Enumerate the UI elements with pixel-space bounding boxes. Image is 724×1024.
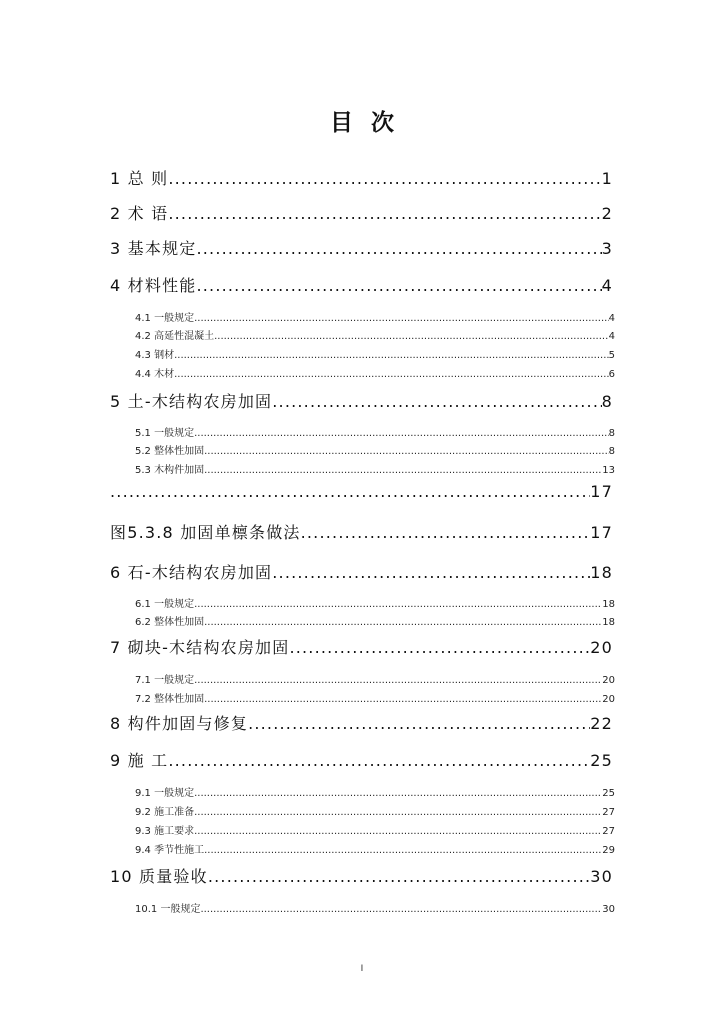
toc-entry-section[interactable] — [135, 784, 615, 798]
toc-entry-page-number: 18 — [590, 563, 613, 582]
toc-entry-page-number: 29 — [602, 845, 615, 855]
toc-entry-page-number: 8 — [601, 392, 613, 411]
toc-entry-page-number: 13 — [602, 465, 615, 475]
toc-dot-leader — [168, 204, 601, 223]
toc-entry-label: 9.3 施工要求 — [135, 826, 195, 836]
toc-entry-section[interactable] — [135, 841, 615, 855]
toc-entry-label: 图5.3.8 加固单檩条做法 — [110, 523, 301, 542]
toc-entry-page-number: 8 — [608, 428, 615, 438]
toc-entry-label: 4.4 木材 — [135, 369, 175, 379]
toc-entry-page-number: 18 — [602, 599, 615, 609]
toc-entry-label: 5.1 一般规定 — [135, 428, 195, 438]
toc-entry-page-number: 27 — [602, 807, 615, 817]
toc-dot-leader — [204, 617, 602, 627]
toc-entry-page-number: 5 — [608, 350, 615, 360]
toc-dot-leader — [168, 751, 590, 770]
toc-entry-section[interactable] — [135, 424, 615, 438]
toc-dot-leader — [301, 523, 591, 542]
toc-entry-section[interactable] — [135, 309, 615, 323]
toc-entry-page-number: 18 — [602, 617, 615, 627]
toc-entry-section[interactable] — [135, 365, 615, 379]
toc-entry-label: 7.1 一般规定 — [135, 675, 195, 685]
page-number-footer: I — [360, 964, 364, 974]
toc-entry-page-number: 4 — [608, 313, 615, 323]
toc-entry-label: 7 砌块-木结构农房加固 — [110, 638, 290, 657]
toc-dot-leader — [248, 714, 590, 733]
toc-dot-leader — [289, 638, 590, 657]
toc-entry-section[interactable] — [135, 900, 615, 914]
toc-entry-label: 9.4 季节性施工 — [135, 845, 205, 855]
toc-entry-section[interactable] — [135, 822, 615, 836]
toc-dot-leader — [194, 788, 602, 798]
page-title: 目次 — [330, 110, 412, 136]
toc-dot-leader — [194, 675, 602, 685]
toc-entry-label: 5 土-木结构农房加固 — [110, 392, 273, 411]
toc-entry-label: 9.1 一般规定 — [135, 788, 195, 798]
toc-entry-label: 4.3 钢材 — [135, 350, 175, 360]
toc-entry-section[interactable] — [135, 461, 615, 475]
toc-dot-leader — [174, 350, 609, 360]
toc-entry-section[interactable] — [135, 595, 615, 609]
toc-entry-page-number: 8 — [608, 446, 615, 456]
toc-entry-label: 8 构件加固与修复 — [110, 714, 249, 733]
toc-entry-label: 6.1 一般规定 — [135, 599, 195, 609]
toc-entry-chapter[interactable] — [110, 273, 613, 297]
toc-entry-chapter[interactable] — [110, 389, 613, 413]
toc-entry-label: 10 质量验收 — [110, 867, 208, 886]
toc-entry-chapter[interactable] — [110, 201, 613, 225]
toc-dot-leader — [204, 694, 602, 704]
toc-entry-page-number: 25 — [602, 788, 615, 798]
toc-entry-chapter[interactable] — [110, 236, 613, 260]
toc-entry-chapter[interactable] — [110, 864, 613, 888]
toc-entry-chapter[interactable] — [110, 482, 613, 506]
toc-entry-label: 4 材料性能 — [110, 276, 197, 295]
toc-dot-leader — [194, 807, 602, 817]
toc-entry-page-number: 20 — [602, 694, 615, 704]
toc-entry-section[interactable] — [135, 327, 615, 341]
toc-entry-label: 10.1 一般规定 — [135, 904, 201, 914]
toc-dot-leader — [194, 599, 602, 609]
toc-entry-section[interactable] — [135, 442, 615, 456]
toc-dot-leader — [110, 482, 590, 501]
toc-entry-page-number: 17 — [590, 523, 613, 542]
toc-entry-chapter[interactable] — [110, 560, 613, 584]
toc-dot-leader — [204, 845, 602, 855]
toc-entry-chapter[interactable] — [110, 166, 613, 190]
toc-entry-chapter[interactable] — [110, 711, 613, 735]
toc-entry-page-number: 22 — [590, 714, 613, 733]
toc-dot-leader — [272, 563, 590, 582]
toc-entry-label: 6.2 整体性加固 — [135, 617, 205, 627]
toc-entry-chapter[interactable] — [110, 748, 613, 772]
toc-entry-page-number: 1 — [601, 169, 613, 188]
toc-entry-label: 4.1 一般规定 — [135, 313, 195, 323]
toc-dot-leader — [204, 465, 602, 475]
toc-entry-page-number: 20 — [602, 675, 615, 685]
toc-dot-leader — [272, 392, 601, 411]
toc-entry-section[interactable] — [135, 671, 615, 685]
toc-entry-label: 9.2 施工准备 — [135, 807, 195, 817]
toc-entry-label: 2 术 语 — [110, 204, 169, 223]
toc-entry-section[interactable] — [135, 803, 615, 817]
toc-entry-label: 1 总 则 — [110, 169, 169, 188]
toc-entry-label: 7.2 整体性加固 — [135, 694, 205, 704]
toc-entry-chapter[interactable] — [110, 635, 613, 659]
toc-entry-page-number: 6 — [608, 369, 615, 379]
toc-entry-page-number: 30 — [590, 867, 613, 886]
toc-dot-leader — [214, 331, 609, 341]
toc-entry-chapter[interactable] — [110, 520, 613, 544]
toc-entry-label: 5.2 整体性加固 — [135, 446, 205, 456]
toc-dot-leader — [168, 169, 601, 188]
toc-dot-leader — [194, 428, 609, 438]
toc-dot-leader — [194, 313, 609, 323]
toc-entry-section[interactable] — [135, 346, 615, 360]
toc-entry-page-number: 4 — [601, 276, 613, 295]
toc-entry-page-number: 4 — [608, 331, 615, 341]
toc-entry-label: 4.2 高延性混凝土 — [135, 331, 215, 341]
toc-entry-page-number: 27 — [602, 826, 615, 836]
toc-dot-leader — [196, 239, 601, 258]
toc-dot-leader — [174, 369, 609, 379]
toc-entry-section[interactable] — [135, 690, 615, 704]
toc-dot-leader — [194, 826, 602, 836]
toc-entry-label: 3 基本规定 — [110, 239, 197, 258]
toc-dot-leader — [208, 867, 590, 886]
toc-dot-leader — [204, 446, 609, 456]
toc-entry-page-number: 2 — [601, 204, 613, 223]
toc-entry-page-number: 25 — [590, 751, 613, 770]
toc-entry-page-number: 3 — [601, 239, 613, 258]
toc-entry-section[interactable] — [135, 613, 615, 627]
toc-entry-page-number: 17 — [590, 482, 613, 501]
toc-entry-label: 9 施 工 — [110, 751, 169, 770]
toc-entry-page-number: 20 — [590, 638, 613, 657]
toc-dot-leader — [196, 276, 601, 295]
toc-entry-label: 6 石-木结构农房加固 — [110, 563, 273, 582]
toc-entry-label: 5.3 木构件加固 — [135, 465, 205, 475]
toc-dot-leader — [200, 904, 602, 914]
toc-entry-page-number: 30 — [602, 904, 615, 914]
